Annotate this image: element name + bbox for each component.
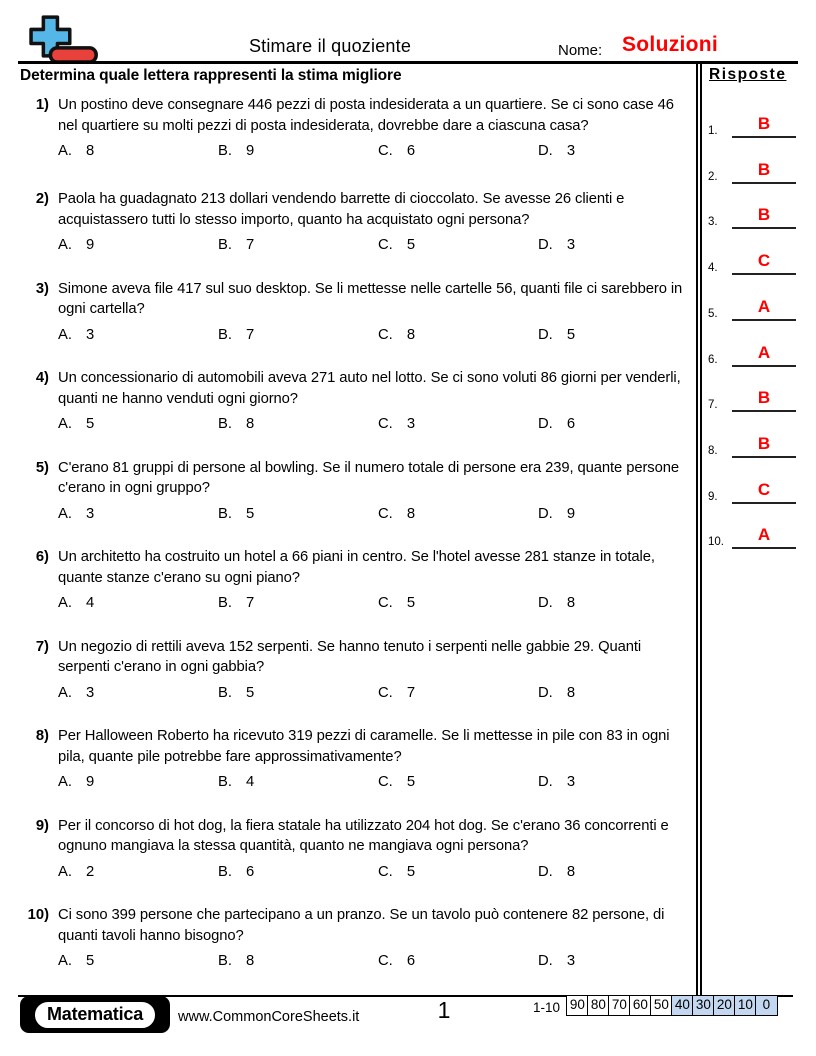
question-item: [20, 816, 692, 906]
score-range-label: 1-10: [532, 1000, 560, 1015]
page-number: 1: [437, 997, 451, 1023]
question-text: Simone aveva file 417 sul suo desktop. Se li mettesse nelle cartelle 56, quanti file ci sarebbero in ogni cartella?: [58, 280, 683, 317]
answer-item: [704, 472, 814, 504]
question-number: 6): [35, 549, 49, 565]
option-letter: A.: [58, 684, 72, 701]
option-letter: D.: [538, 684, 553, 701]
question-body: [58, 637, 692, 727]
option-value: 8: [406, 505, 416, 522]
question-text: Per il concorso di hot dog, la fiera statale ha utilizzato 204 hot dog. Se c'erano 36 concorrenti e ognuno mangiava la stessa quantità, quanto ne mangiava ogni persona?: [58, 817, 669, 854]
answer-number: 4.: [708, 262, 718, 275]
question-body: [58, 816, 692, 906]
option-value: 8: [85, 143, 95, 159]
option-letter: B.: [218, 326, 232, 343]
question-item: [20, 458, 692, 548]
answer-blank: [732, 389, 796, 412]
option-value: 8: [566, 684, 576, 701]
option-value: 3: [406, 416, 416, 432]
option-letter: B.: [218, 595, 232, 611]
name-value: Soluzioni: [622, 33, 719, 56]
question-body: [58, 905, 692, 995]
question-text: Ci sono 399 persone che partecipano a un pranzo. Se un tavolo può contenere 82 persone, di quanti tavoli hanno bisogno?: [58, 907, 665, 944]
answer-option: [538, 685, 692, 701]
option-letter: A.: [58, 143, 72, 159]
answer-option: [538, 595, 692, 611]
answer-option: [538, 416, 692, 432]
option-value: 8: [566, 595, 576, 611]
question-options: [58, 416, 692, 432]
answer-option: [218, 774, 378, 790]
option-letter: D.: [538, 143, 553, 159]
question-text: Un concessionario di automobili aveva 271 auto nel lotto. Se ci sono voluti 86 giorni per venderli, quanti ne hanno venduti ogni giorno?: [58, 370, 681, 407]
question-text: Un negozio di rettili aveva 152 serpenti. Se hanno tenuto i serpenti nelle gabbie 29. Quanti serpenti c'erano in ogni gabbia?: [58, 638, 642, 675]
question-item: [20, 726, 692, 816]
question-body: [58, 458, 692, 548]
option-letter: A.: [58, 953, 72, 969]
answer-option: [378, 237, 538, 253]
answer-item: [704, 289, 814, 321]
answer-blank: [732, 161, 796, 184]
option-letter: B.: [218, 684, 232, 701]
score-cell: 30: [692, 995, 715, 1016]
option-value: 5: [85, 416, 95, 432]
question-text: Un architetto ha costruito un hotel a 66 piani in centro. Se l'hotel avesse 281 stanze in totale, quante stanze c'erano su ogni piano?: [58, 549, 655, 586]
answer-blank: [732, 481, 796, 504]
option-letter: B.: [218, 143, 232, 159]
answer-option: [218, 327, 378, 343]
option-letter: C.: [378, 416, 393, 432]
answer-number: 9.: [708, 490, 718, 503]
question-body: [58, 726, 692, 816]
answer-option: [378, 595, 538, 611]
option-value: 3: [85, 684, 95, 701]
question-item: [20, 368, 692, 458]
question-options: [58, 864, 692, 880]
option-letter: C.: [378, 953, 393, 969]
answer-option: [378, 864, 538, 880]
option-letter: A.: [58, 863, 72, 880]
option-value: 3: [566, 953, 576, 969]
option-letter: A.: [58, 416, 72, 432]
answer-option: [58, 143, 218, 159]
answer-option: [218, 953, 378, 969]
answer-blank: [732, 252, 796, 275]
question-text: Per Halloween Roberto ha ricevuto 319 pezzi di caramelle. Se li mettesse in pile con 83 in ogni pila, quante pile potrebbe fare approssimativamente?: [58, 728, 670, 765]
answer-letter: B: [757, 114, 771, 133]
answer-blank: [732, 344, 796, 367]
answer-blank: [732, 526, 796, 549]
answer-letter: B: [757, 388, 771, 408]
subject-badge-label: Matematica: [33, 1000, 157, 1030]
option-letter: C.: [378, 326, 393, 343]
question-item: [20, 95, 692, 189]
option-letter: D.: [538, 505, 553, 522]
answer-letter: C: [757, 251, 771, 271]
answer-option: [58, 774, 218, 790]
answer-option: [378, 774, 538, 790]
question-number: 8): [35, 728, 49, 744]
option-value: 6: [245, 863, 255, 880]
question-number: 10): [27, 907, 49, 923]
option-value: 9: [85, 237, 95, 253]
question-item: [20, 189, 692, 279]
option-letter: C.: [378, 774, 393, 790]
answer-blank: [732, 435, 796, 458]
option-value: 5: [406, 863, 416, 880]
option-value: 7: [245, 326, 255, 343]
answer-option: [218, 595, 378, 611]
question-body: [58, 547, 692, 637]
option-letter: B.: [218, 863, 232, 880]
option-value: 7: [406, 684, 416, 701]
answer-number: 3.: [708, 216, 718, 229]
option-value: 8: [566, 863, 576, 880]
answer-option: [378, 685, 538, 701]
answers-panel-title: Risposte: [709, 66, 787, 83]
question-number: 5): [35, 459, 49, 476]
answer-option: [58, 416, 218, 432]
answer-letter: B: [757, 159, 771, 179]
answer-number: 5.: [708, 307, 718, 320]
question-text: Paola ha guadagnato 213 dollari vendendo barrette di cioccolato. Se avesse 26 clienti e acquistassero tutti lo stesso importo, quanto ha acquistato ogni persona?: [58, 191, 625, 228]
questions-list: [20, 95, 692, 995]
answer-option: [218, 506, 378, 522]
answer-option: [378, 143, 538, 159]
answer-option: [58, 506, 218, 522]
question-body: [58, 95, 692, 189]
option-value: 8: [245, 953, 255, 969]
option-value: 2: [85, 863, 95, 880]
answer-option: [538, 506, 692, 522]
option-letter: C.: [378, 595, 393, 611]
option-value: 9: [245, 143, 255, 159]
question-body: [58, 368, 692, 458]
answer-option: [58, 327, 218, 343]
question-options: [58, 143, 692, 159]
option-letter: C.: [378, 143, 393, 159]
option-value: 4: [245, 774, 255, 790]
option-letter: A.: [58, 326, 72, 343]
answer-option: [58, 595, 218, 611]
score-cell: 90: [566, 995, 589, 1016]
answer-option: [378, 506, 538, 522]
question-number: 3): [35, 280, 49, 297]
question-options: [58, 237, 692, 253]
answer-number: 2.: [708, 170, 718, 183]
answer-option: [58, 237, 218, 253]
answer-blank: [732, 206, 796, 229]
answers-panel: [704, 66, 814, 626]
score-cell: 10: [734, 995, 757, 1016]
option-value: 7: [245, 237, 255, 253]
option-letter: B.: [218, 953, 232, 969]
answer-option: [538, 864, 692, 880]
subject-badge: [20, 996, 170, 1033]
answer-item: [704, 243, 814, 275]
question-text: C'erano 81 gruppi di persone al bowling. Se il numero totale di persone era 239, quante persone c'erano in ogni gruppo?: [58, 459, 679, 496]
answer-option: [538, 953, 692, 969]
answer-option: [58, 685, 218, 701]
answer-number: 10.: [708, 536, 724, 549]
option-letter: A.: [58, 505, 72, 522]
question-item: [20, 547, 692, 637]
answer-item: [704, 106, 814, 138]
question-body: [58, 189, 692, 279]
option-letter: B.: [218, 416, 232, 432]
option-letter: D.: [538, 326, 553, 343]
answer-item: [704, 380, 814, 412]
score-table: [566, 995, 778, 1016]
answer-option: [58, 953, 218, 969]
question-text: Un postino deve consegnare 446 pezzi di posta indesiderata a un quartiere. Se ci sono case 46 nel quartiere su molti pezzi di posta indesiderata, dovrebbe dare a ciascuna casa?: [58, 97, 674, 134]
answer-option: [538, 327, 692, 343]
question-options: [58, 595, 692, 611]
option-value: 5: [85, 953, 95, 969]
answer-option: [538, 143, 692, 159]
answer-option: [218, 685, 378, 701]
answer-item: [704, 426, 814, 458]
option-value: 3: [566, 237, 576, 253]
page-title: Stimare il quoziente: [248, 36, 412, 56]
option-value: 3: [85, 505, 95, 522]
score-cell: 80: [587, 995, 610, 1016]
answer-letter: A: [757, 296, 771, 316]
option-value: 9: [85, 774, 95, 790]
answer-option: [218, 416, 378, 432]
option-value: 9: [566, 505, 576, 522]
instruction-text: Determina quale lettera rappresenti la stima migliore: [20, 67, 402, 84]
answer-item: [704, 152, 814, 184]
option-letter: D.: [538, 953, 553, 969]
answer-item: [704, 335, 814, 367]
option-value: 4: [85, 595, 95, 611]
score-cell: 20: [713, 995, 736, 1016]
option-letter: B.: [218, 505, 232, 522]
answer-number: 8.: [708, 444, 718, 457]
option-letter: C.: [378, 505, 393, 522]
option-value: 5: [566, 326, 576, 343]
option-value: 8: [245, 416, 255, 432]
answer-blank: [732, 298, 796, 321]
answer-option: [378, 327, 538, 343]
option-value: 5: [245, 684, 255, 701]
answer-number: 6.: [708, 353, 718, 366]
option-letter: D.: [538, 237, 553, 253]
answer-option: [218, 864, 378, 880]
option-letter: D.: [538, 863, 553, 880]
option-letter: D.: [538, 774, 553, 790]
option-value: 7: [245, 595, 255, 611]
question-item: [20, 905, 692, 995]
option-value: 6: [406, 953, 416, 969]
answer-number: 7.: [708, 399, 718, 412]
question-options: [58, 685, 692, 701]
question-options: [58, 506, 692, 522]
question-item: [20, 637, 692, 727]
name-label: Nome:: [558, 42, 603, 59]
score-cell: 50: [650, 995, 673, 1016]
answer-letter: B: [757, 433, 771, 453]
question-number: 1): [35, 97, 49, 113]
answer-letter: A: [757, 525, 771, 545]
answer-item: [704, 517, 814, 549]
question-options: [58, 774, 692, 790]
score-cell: 70: [608, 995, 631, 1016]
option-value: 3: [566, 774, 576, 790]
option-letter: B.: [218, 774, 232, 790]
answers-column-divider: [696, 64, 702, 995]
score-cell: 0: [755, 995, 778, 1016]
website-url: www.CommonCoreSheets.it: [178, 1009, 360, 1025]
option-value: 5: [406, 595, 416, 611]
answer-option: [378, 953, 538, 969]
option-letter: A.: [58, 595, 72, 611]
option-letter: D.: [538, 595, 553, 611]
question-number: 9): [35, 817, 49, 834]
option-value: 8: [406, 326, 416, 343]
answer-blank: [732, 115, 796, 138]
option-value: 6: [566, 416, 576, 432]
answer-option: [538, 774, 692, 790]
answer-option: [58, 864, 218, 880]
answer-option: [378, 416, 538, 432]
option-value: 6: [406, 143, 416, 159]
option-value: 5: [406, 237, 416, 253]
question-item: [20, 279, 692, 369]
option-letter: D.: [538, 416, 553, 432]
answer-option: [538, 237, 692, 253]
option-value: 3: [85, 326, 95, 343]
score-cell: 40: [671, 995, 694, 1016]
question-options: [58, 953, 692, 969]
score-cell: 60: [629, 995, 652, 1016]
answer-option: [218, 237, 378, 253]
question-options: [58, 327, 692, 343]
option-letter: A.: [58, 774, 72, 790]
answer-letter: A: [757, 342, 771, 362]
option-letter: A.: [58, 237, 72, 253]
answer-number: 1.: [708, 125, 718, 137]
question-number: 2): [35, 191, 49, 207]
option-letter: B.: [218, 237, 232, 253]
answer-item: [704, 197, 814, 229]
question-body: [58, 279, 692, 369]
header-divider: [18, 61, 798, 64]
answer-option: [218, 143, 378, 159]
question-number: 7): [35, 638, 49, 655]
answer-letter: B: [757, 205, 771, 225]
answer-letter: C: [757, 479, 771, 499]
option-value: 3: [566, 143, 576, 159]
question-number: 4): [35, 370, 49, 386]
option-letter: C.: [378, 237, 393, 253]
option-value: 5: [406, 774, 416, 790]
option-value: 5: [245, 505, 255, 522]
option-letter: C.: [378, 863, 393, 880]
option-letter: C.: [378, 684, 393, 701]
